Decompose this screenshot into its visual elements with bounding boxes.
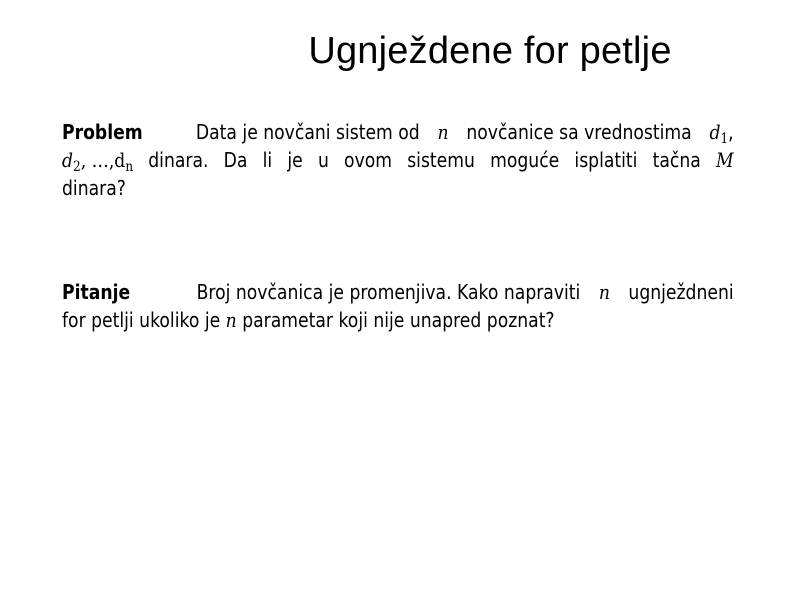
word: tačna xyxy=(652,148,701,172)
question-text-1: Broj novčanica je promenjiva. Kako napraviti xyxy=(196,280,581,304)
variable-n: n xyxy=(598,280,610,304)
variable-m: M xyxy=(715,148,734,172)
problem-paragraph xyxy=(62,118,734,202)
variable-n: n xyxy=(437,120,449,144)
problem-text-3: dinara? xyxy=(62,176,126,200)
variable-d1: $d_1$ xyxy=(709,120,729,147)
word: je xyxy=(287,148,303,172)
question-line-2 xyxy=(62,306,734,334)
question-line-1 xyxy=(62,278,734,306)
word: dinara. xyxy=(148,148,209,172)
word: isplatiti xyxy=(574,148,638,172)
d1-term: $d_1$, xyxy=(709,120,734,147)
variable-dn: $d_n$ xyxy=(114,148,134,175)
problem-text-2: novčanice sa vrednostima xyxy=(466,120,692,144)
question-label: Pitanje xyxy=(62,280,131,304)
slide-title: Ugnježdene for petlje xyxy=(308,30,672,72)
d-sequence: $d_2$, $\dots,d_n$ xyxy=(62,148,134,175)
word: Da xyxy=(223,148,248,172)
question-text-4: parametar koji nije unapred poznat? xyxy=(242,308,555,332)
variable-d2: $d_2$ xyxy=(62,148,81,175)
problem-text-1: Data je novčani sistem od xyxy=(195,120,420,144)
word: sistemu xyxy=(407,148,475,172)
word: moguće xyxy=(490,148,560,172)
question-text-3: for petlji ukoliko je xyxy=(62,308,221,332)
problem-line-3 xyxy=(62,174,734,202)
question-paragraph xyxy=(62,278,734,334)
problem-line-2 xyxy=(62,146,734,174)
problem-label: Problem xyxy=(62,120,143,144)
word: li xyxy=(262,148,273,172)
problem-line-1 xyxy=(62,118,734,146)
word: ovom xyxy=(344,148,393,172)
word: u xyxy=(317,148,329,172)
variable-n: n xyxy=(225,308,237,332)
question-text-2: ugnježdneni xyxy=(628,280,734,304)
